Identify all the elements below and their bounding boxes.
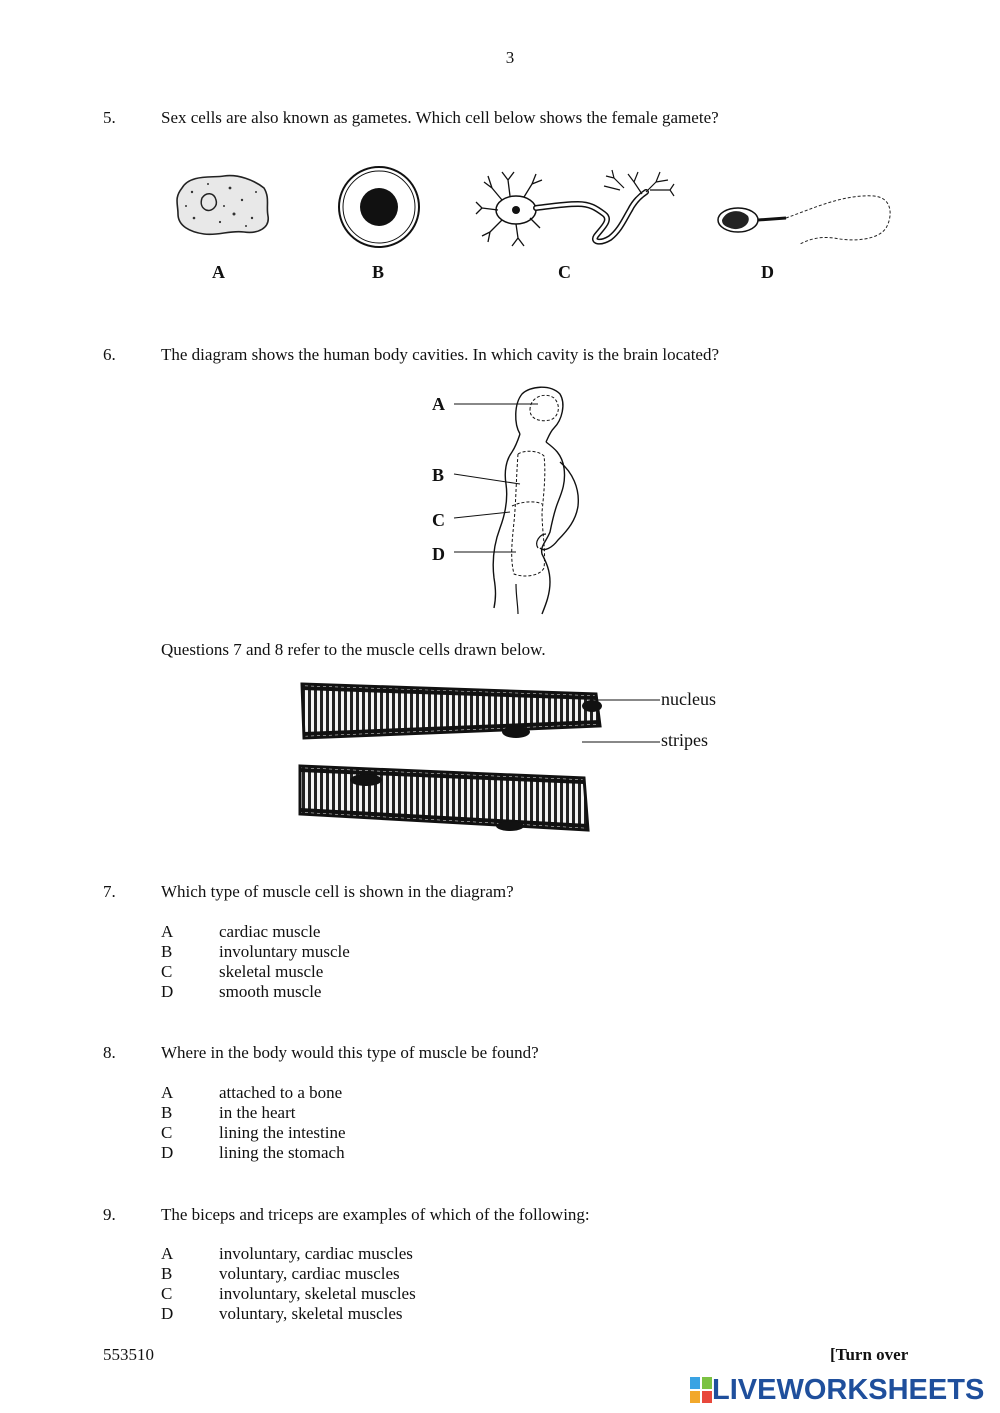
q8-option-d-letter: D	[161, 1143, 174, 1162]
question-9-number: 9.	[103, 1205, 116, 1224]
cell-b-image	[336, 164, 422, 250]
question-7-text: Which type of muscle cell is shown in the diagram?	[161, 882, 514, 901]
question-5-number: 5.	[103, 108, 116, 127]
cell-a-image	[172, 170, 272, 240]
cell-d-image	[714, 188, 896, 250]
muscle-intro-text: Questions 7 and 8 refer to the muscle cells drawn below.	[161, 640, 546, 659]
q7-option-a-letter: A	[161, 922, 174, 941]
q7-option-b-letter: B	[161, 942, 173, 961]
cavity-b-label: B	[432, 465, 445, 485]
question-9-text: The biceps and triceps are examples of which of the following:	[161, 1205, 590, 1224]
q9-option-d-text[interactable]: voluntary, skeletal muscles	[219, 1304, 403, 1323]
page-number: 3	[505, 48, 515, 67]
cell-c-image	[474, 168, 676, 248]
q7-option-b-text[interactable]: involuntary muscle	[219, 942, 350, 961]
cavity-c-label: C	[432, 510, 445, 530]
cavity-d-label: D	[432, 544, 445, 564]
question-8-text: Where in the body would this type of muscle be found?	[161, 1043, 539, 1062]
q9-option-a-text[interactable]: involuntary, cardiac muscles	[219, 1244, 413, 1263]
turn-over-text: [Turn over	[830, 1345, 909, 1364]
q8-option-a-text[interactable]: attached to a bone	[219, 1083, 343, 1102]
q9-option-b-text[interactable]: voluntary, cardiac muscles	[219, 1264, 400, 1283]
footer-paper-code: 553510	[103, 1345, 154, 1364]
q8-option-c-text[interactable]: lining the intestine	[219, 1123, 346, 1142]
liveworksheets-logo[interactable]	[690, 1372, 984, 1408]
q7-option-c-text[interactable]: skeletal muscle	[219, 962, 324, 981]
q9-option-a-letter: A	[161, 1244, 174, 1263]
muscle-cells-diagram	[296, 680, 660, 836]
q7-option-d-text[interactable]: smooth muscle	[219, 982, 322, 1001]
q9-option-b-letter: B	[161, 1264, 173, 1283]
stripes-label: stripes	[661, 730, 708, 750]
question-5-text: Sex cells are also known as gametes. Which cell below shows the female gamete?	[161, 108, 719, 127]
q9-option-d-letter: D	[161, 1304, 174, 1323]
q7-option-d-letter: D	[161, 982, 174, 1001]
q8-option-a-letter: A	[161, 1083, 174, 1102]
body-cavities-diagram	[450, 382, 600, 617]
q8-option-b-letter: B	[161, 1103, 173, 1122]
cell-b-label: B	[372, 262, 385, 282]
cell-d-label: D	[761, 262, 774, 282]
question-8-number: 8.	[103, 1043, 116, 1062]
cell-a-label: A	[212, 262, 225, 282]
liveworksheets-logo-icon	[690, 1377, 712, 1403]
cell-c-label: C	[558, 262, 571, 282]
q9-option-c-text[interactable]: involuntary, skeletal muscles	[219, 1284, 416, 1303]
q7-option-c-letter: C	[161, 962, 173, 981]
question-6-number: 6.	[103, 345, 116, 364]
nucleus-label: nucleus	[661, 689, 716, 709]
q8-option-d-text[interactable]: lining the stomach	[219, 1143, 345, 1162]
question-7-number: 7.	[103, 882, 116, 901]
question-6-text: The diagram shows the human body cavities. In which cavity is the brain located?	[161, 345, 720, 364]
q8-option-c-letter: C	[161, 1123, 173, 1142]
q7-option-a-text[interactable]: cardiac muscle	[219, 922, 321, 941]
q9-option-c-letter: C	[161, 1284, 173, 1303]
cavity-a-label: A	[432, 394, 445, 414]
q8-option-b-text[interactable]: in the heart	[219, 1103, 296, 1122]
liveworksheets-logo-text: LIVEWORKSHEETS	[712, 1373, 985, 1406]
